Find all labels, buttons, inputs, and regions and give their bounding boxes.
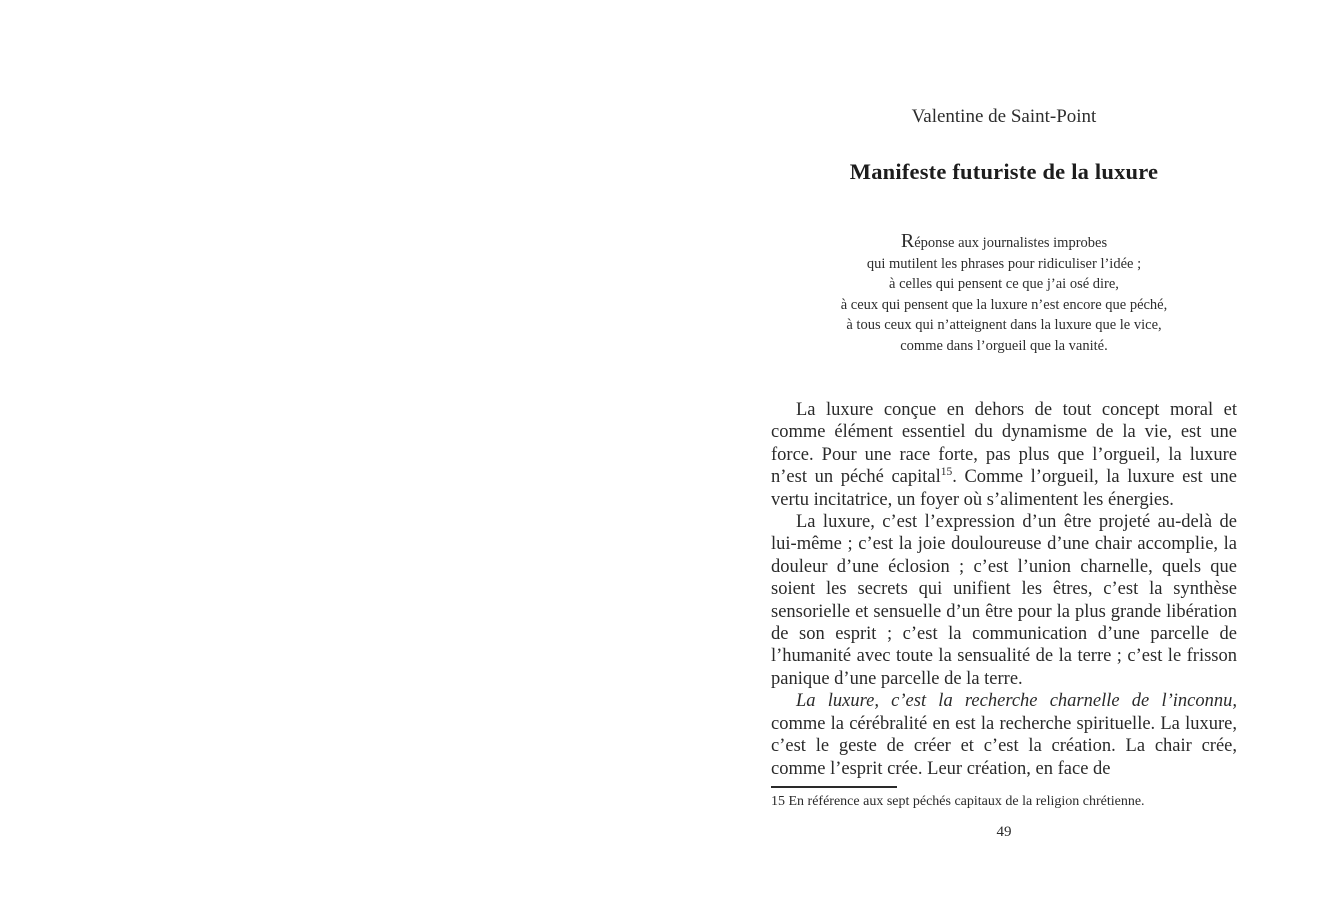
paragraph-text: . Comme l’orgueil, la luxure est une vertu incitatrice, un foyer où s’alimentent les énergies. bbox=[771, 467, 1237, 510]
page-title: Manifeste futuriste de la luxure bbox=[849, 159, 1159, 184]
page-number: 49 bbox=[996, 824, 1012, 840]
paragraph bbox=[771, 690, 1237, 780]
epigraph-line-text: éponse aux journalistes improbes bbox=[914, 235, 1108, 251]
epigraph-line: à tous ceux qui n’atteignent dans la luxure que le vice, bbox=[846, 317, 1162, 334]
paragraph-italic-lead: La luxure, c’est la recherche charnelle de l’inconnu, bbox=[796, 691, 1237, 712]
author-line: Valentine de Saint-Point bbox=[911, 106, 1097, 127]
footnote-reference: 15 bbox=[940, 466, 953, 479]
page-column bbox=[771, 0, 1237, 903]
epigraph-line: à ceux qui pensent que la luxure n’est encore que péché, bbox=[840, 296, 1168, 313]
paragraph bbox=[771, 399, 1237, 511]
epigraph-line: comme dans l’orgueil que la vanité. bbox=[900, 337, 1108, 354]
paragraph bbox=[771, 511, 1237, 690]
epigraph-line: qui mutilent les phrases pour ridiculiser l’idée ; bbox=[866, 255, 1142, 272]
epigraph-line bbox=[771, 231, 1237, 254]
epigraph bbox=[771, 231, 1237, 357]
footnote-separator-rule bbox=[771, 786, 897, 788]
body-text bbox=[771, 399, 1237, 787]
footnote: 15 En référence aux sept péchés capitaux de la religion chrétienne. bbox=[771, 794, 1145, 809]
paragraph-text: La luxure conçue en dehors de tout concept moral et comme élément essentiel du dynamisme de la vie, est une force. Pour une race forte, pas plus que l’orgueil, la luxure n’est un péché capital bbox=[771, 400, 1237, 488]
epigraph-line: à celles qui pensent ce que j’ai osé dire, bbox=[889, 276, 1119, 293]
paragraph-text: La luxure, c’est l’expression d’un être projeté au-delà de lui-même ; c’est la joie douloureuse d’une chair accomplie, la douleur d’une éclosion ; c’est l’union charnelle, quels que soient les secrets qui unifient les êtres, c’est la synthèse sensorielle et sensuelle d’un être pour la plus grande libération de son esprit ; c’est la communication d’une parcelle de l’humanité avec toute la sensualité de la terre ; c’est le frisson panique d’une parcelle de la terre. bbox=[771, 512, 1237, 689]
epigraph-initial-capital: R bbox=[900, 230, 915, 252]
paragraph-text: comme la cérébralité en est la recherche spirituelle. La luxure, c’est le geste de créer et c’est la création. La chair crée, comme l’esprit crée. Leur création, en face de bbox=[771, 713, 1237, 779]
